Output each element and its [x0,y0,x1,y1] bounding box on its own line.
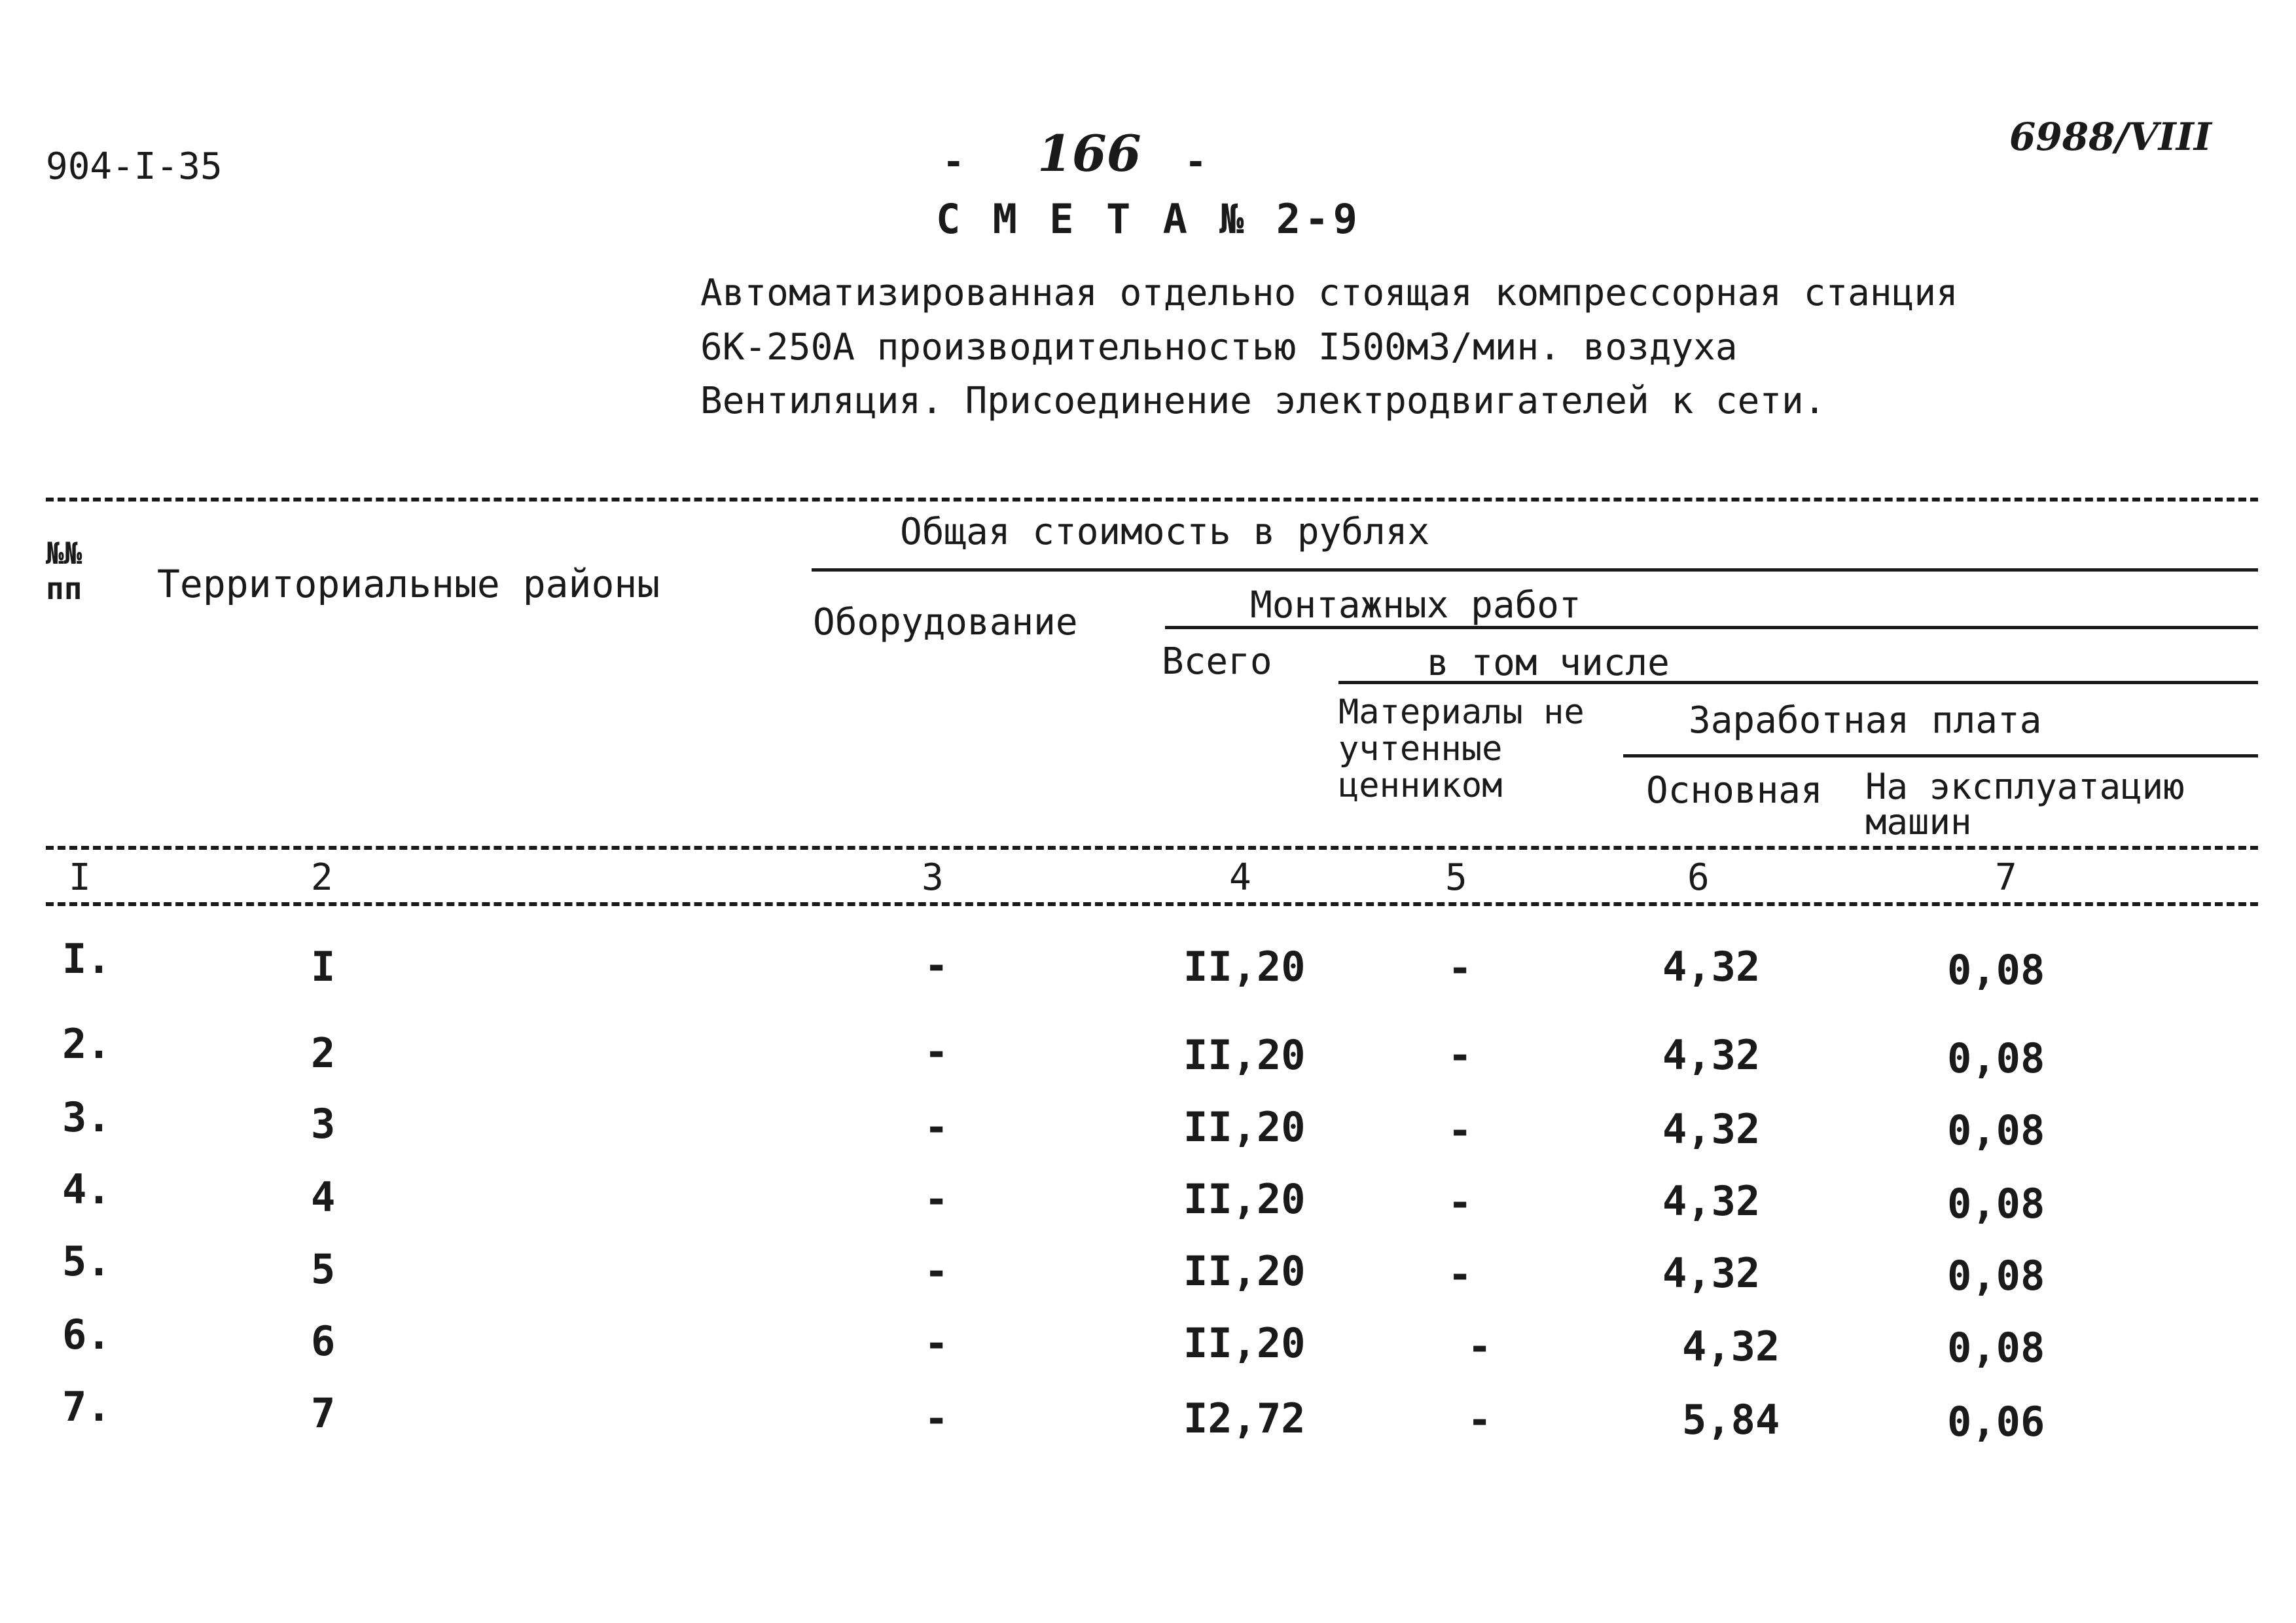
row-region: I [311,943,336,991]
row-total: II,20 [1183,1247,1306,1295]
col-number-2: 2 [311,856,333,899]
col-number-3: 3 [922,856,944,899]
row-basic: 4,32 [1662,1177,1761,1225]
col-number-5: 5 [1445,856,1467,899]
row-materials: - [1448,1031,1473,1079]
row-machines: 0,08 [1947,1180,2045,1228]
row-region: 4 [311,1173,336,1221]
document-title: С М Е Т А № 2-9 [936,195,1361,243]
description-line-2: 6К-250А производительностью I500м3/мин. воздуха [700,326,1738,369]
header-regions: Территориальные районы [157,562,660,606]
row-region: 2 [311,1029,336,1077]
header-num: №№ пп [46,536,82,606]
header-salary: Заработная плата [1689,699,2042,742]
header-total-cost: Общая стоимость в рублях [900,511,1430,553]
row-basic: 4,32 [1682,1322,1780,1370]
row-materials: - [1448,1178,1473,1226]
row-machines: 0,06 [1947,1398,2045,1446]
row-region: 6 [311,1317,336,1365]
row-basic: 4,32 [1662,1031,1761,1079]
row-basic: 4,32 [1662,1105,1761,1153]
description-line-1: Автоматизированная отдельно стоящая компрессорная станция [700,272,1958,314]
page-number: 166 [1037,124,1141,183]
row-number: 6. [62,1311,111,1359]
header-bottom-border [46,846,2258,850]
row-total: II,20 [1183,1175,1306,1223]
page-dash-left: - [942,141,965,183]
salary-rule [1623,754,2258,757]
row-equipment: - [924,1319,949,1367]
row-number: 3. [62,1093,111,1141]
row-machines: 0,08 [1947,1106,2045,1154]
header-machines: На эксплуатацию машин [1865,766,2185,843]
row-equipment: - [924,1395,949,1442]
row-region: 5 [311,1245,336,1293]
row-equipment: - [924,1103,949,1151]
col-number-4: 4 [1229,856,1251,899]
reference-number: 6988/VIII [2009,115,2212,159]
row-machines: 0,08 [1947,1252,2045,1300]
header-total: Всего [1162,640,1272,683]
row-materials: - [1467,1396,1492,1444]
row-materials: - [1448,944,1473,992]
row-basic: 5,84 [1682,1396,1780,1444]
row-materials: - [1467,1322,1492,1370]
table-top-border [46,498,2258,501]
row-equipment: - [924,1175,949,1223]
row-machines: 0,08 [1947,1034,2045,1082]
row-machines: 0,08 [1947,946,2045,994]
row-basic: 4,32 [1662,943,1761,991]
header-including: в том числе [1427,642,1670,684]
row-total: I2,72 [1183,1395,1306,1442]
page-dash-right: - [1185,141,1207,183]
row-equipment: - [924,941,949,989]
description-line-3: Вентиляция. Присоединение электродвигателей к сети. [700,380,1826,422]
installation-rule [1165,626,2258,629]
row-materials: - [1448,1106,1473,1154]
row-number: 7. [62,1383,111,1431]
col-number-1: I [69,856,91,899]
header-installation: Монтажных работ [1250,584,1581,627]
row-equipment: - [924,1028,949,1076]
document-code: 904-I-35 [46,145,223,188]
row-number: 4. [62,1165,111,1213]
row-region: 3 [311,1100,336,1148]
row-number: 2. [62,1020,111,1068]
row-number: I. [62,935,111,983]
row-region: 7 [311,1389,336,1437]
row-total: II,20 [1183,1031,1306,1079]
row-equipment: - [924,1247,949,1295]
total-cost-rule [812,568,2258,572]
row-total: II,20 [1183,1319,1306,1367]
col-number-7: 7 [1995,856,2017,899]
including-rule [1338,681,2258,684]
row-materials: - [1448,1250,1473,1298]
row-total: II,20 [1183,943,1306,991]
header-basic: Основная [1646,769,1823,812]
row-basic: 4,32 [1662,1249,1761,1297]
header-materials: Материалы не учтенные ценником [1338,693,1585,805]
row-total: II,20 [1183,1103,1306,1151]
column-numbers-bottom-border [46,902,2258,906]
col-number-6: 6 [1687,856,1710,899]
row-machines: 0,08 [1947,1324,2045,1372]
row-number: 5. [62,1237,111,1285]
header-equipment: Оборудование [813,601,1078,644]
